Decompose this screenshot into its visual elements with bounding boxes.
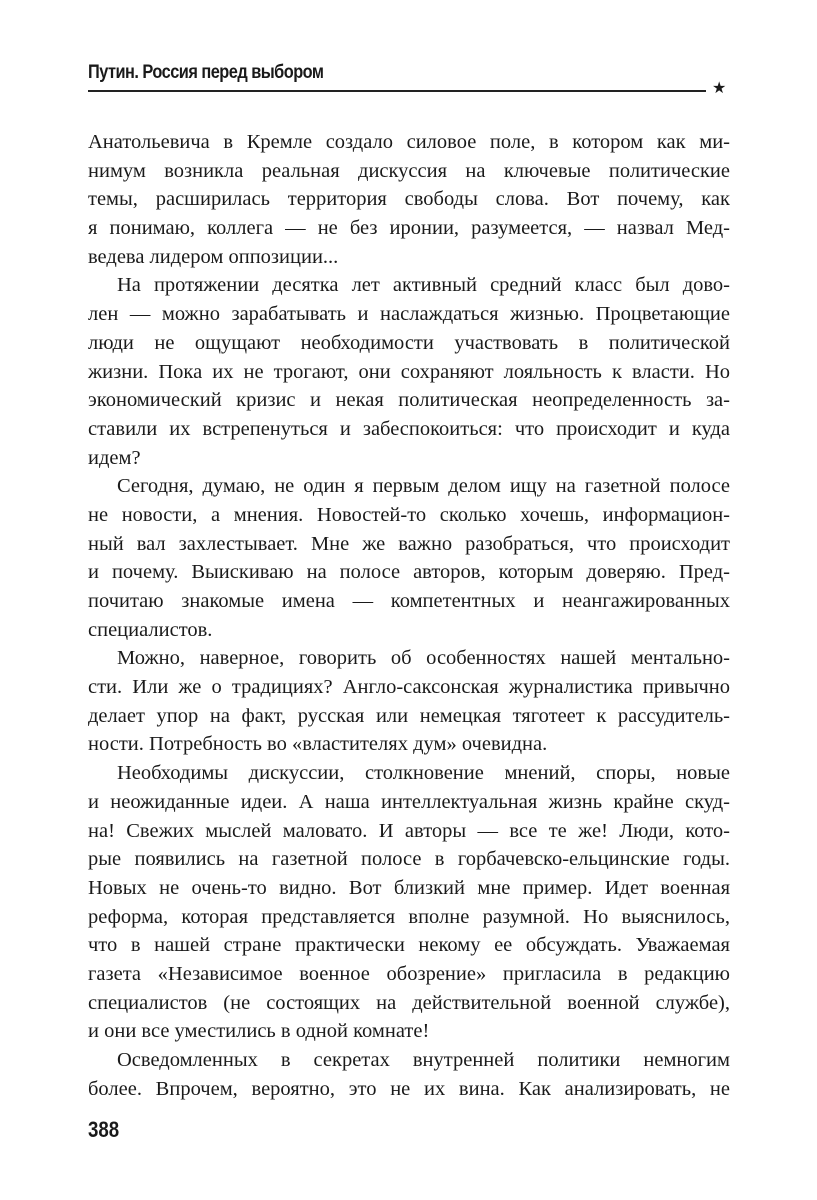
text-line: и неожиданные идеи. А наша интеллектуальная жизнь крайне скуд- [88, 790, 730, 813]
text-line: не новости, а мнения. Новостей-то сколько хочешь, информацион- [88, 503, 730, 526]
text-line: Можно, наверное, говорить об особенностях нашей ментально- [117, 647, 730, 670]
paragraph [88, 128, 730, 271]
text-line: ведева лидером оппозиции... [88, 245, 339, 268]
text-line: темы, расширилась территория свободы слова. Вот почему, как [88, 188, 730, 211]
text-line: Новых не очень-то видно. Вот близкий мне пример. Идет военная [88, 876, 730, 899]
text-line: ный вал захлестывает. Мне же важно разобраться, что происходит [88, 532, 730, 555]
text-line: рые появились на газетной полосе в горбачевско-ельцинские годы. [88, 848, 730, 871]
text-line: более. Впрочем, вероятно, это не их вина. Как анализировать, не [88, 1077, 730, 1100]
paragraph [88, 644, 730, 759]
paragraph [88, 271, 730, 472]
text-line: жизни. Пока их не трогают, они сохраняют лояльность к власти. Но [88, 360, 730, 383]
text-line: что в нашей стране практически некому ее обсуждать. Уважаемая [88, 934, 730, 957]
text-line: и почему. Выискиваю на полосе авторов, которым доверяю. Пред- [88, 561, 730, 584]
text-line: ставили их встрепенуться и забеспокоиться: что происходит и куда [88, 417, 730, 440]
text-line: идем? [88, 446, 141, 469]
text-line: лен — можно зарабатывать и наслаждаться жизнью. Процветающие [88, 303, 730, 326]
paragraph [88, 1046, 730, 1103]
text-line: специалистов. [88, 618, 213, 641]
paragraph [88, 759, 730, 1046]
text-line: экономический кризис и некая политическая неопределенность за- [88, 389, 730, 412]
text-line: специалистов (не состоящих на действительной военной службе), [88, 991, 730, 1014]
text-line: ности. Потребность во «властителях дум» очевидна. [88, 733, 548, 756]
text-line: Необходимы дискуссии, столкновение мнений, споры, новые [117, 762, 730, 785]
running-head-title: Путин. Россия перед выбором [88, 62, 324, 83]
text-line: газета «Независимое военное обозрение» пригласила в редакцию [88, 962, 730, 985]
star-icon: ★ [712, 78, 727, 97]
text-line: на! Свежих мыслей маловато. И авторы — все те же! Люди, кото- [88, 819, 730, 842]
text-line: нимум возникла реальная дискуссия на ключевые политические [88, 159, 730, 182]
text-line: Сегодня, думаю, не один я первым делом ищу на газетной полосе [117, 475, 730, 498]
text-line: почитаю знакомые имена — компетентных и неангажированных [88, 590, 730, 612]
text-line: реформа, которая представляется вполне разумной. Но выяснилось, [88, 905, 730, 928]
header-rule [88, 90, 706, 92]
text-line: Осведомленных в секретах внутренней политики немногим [117, 1049, 730, 1071]
text-line: делает упор на факт, русская или немецкая тяготеет к рассудитель- [88, 704, 730, 727]
text-line: люди не ощущают необходимости участвовать в политической [88, 331, 730, 354]
text-line: Анатольевича в Кремле создало силовое поле, в котором как ми- [88, 131, 730, 153]
paragraph [88, 472, 730, 644]
text-line: и они все уместились в одной комнате! [88, 1020, 430, 1043]
page-number: 388 [88, 1117, 120, 1142]
text-line: сти. Или же о традициях? Англо-саксонская журналистика привычно [88, 676, 730, 699]
text-line: я понимаю, коллега — не без иронии, разумеется, — назвал Мед- [88, 217, 730, 240]
text-line: На протяжении десятка лет активный средний класс был дово- [117, 274, 730, 297]
body-text [88, 128, 730, 1103]
